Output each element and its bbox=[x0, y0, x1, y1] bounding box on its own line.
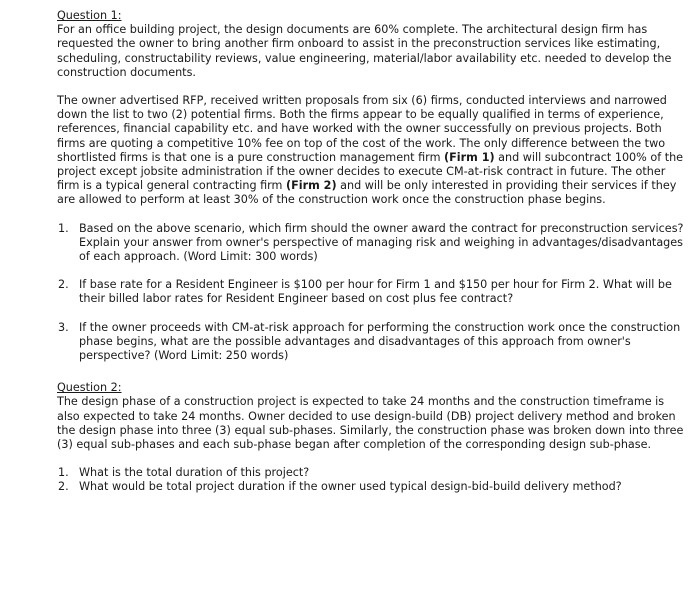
document-page bbox=[57, 9, 685, 495]
question-2-heading: Question 2: bbox=[57, 381, 122, 395]
question-2-section bbox=[57, 381, 685, 494]
question-1-subquestions bbox=[57, 222, 685, 364]
firm-2-label: (Firm 2) bbox=[286, 179, 337, 193]
firm-1-label: (Firm 1) bbox=[444, 150, 495, 164]
list-item-number: 2. bbox=[58, 278, 69, 292]
list-item-text: What is the total duration of this project? bbox=[79, 466, 310, 480]
list-item-number: 1. bbox=[58, 466, 69, 480]
list-item-number: 1. bbox=[58, 221, 69, 235]
list-item-number: 3. bbox=[58, 320, 69, 334]
list-item-text: If base rate for a Resident Engineer is $100 per hour for Firm 1 and $150 per hour for Firm 2. What will be their billed labor rates for Resident Engineer based on cost plus fee contract? bbox=[79, 278, 672, 306]
scenario-text-part-3: and will be only interested in providing their services if they are allowed to perform at least 30% of the construction work once the construction phase begins. bbox=[57, 179, 677, 207]
list-item bbox=[57, 278, 685, 306]
list-item bbox=[57, 321, 685, 364]
list-item bbox=[57, 480, 685, 494]
list-item-text: If the owner proceeds with CM-at-risk approach for performing the construction work once the construction phase begins, what are the possible advantages and disadvantages of this approach from owner's perspective? (Word Limit: 250 words) bbox=[79, 320, 681, 363]
question-1-section bbox=[57, 9, 685, 363]
scenario-text-part-2: and will subcontract 100% of the project except jobsite administration if the owner decides to execute CM-at-risk contract in future. The other firm is a typical general contracting firm bbox=[57, 150, 684, 193]
question-2-intro: The design phase of a construction project is expected to take 24 months and the construction timeframe is also expected to take 24 months. Owner decided to use design-build (DB) project delivery method and broken the design phase into three (3) equal sub-phases. Similarly, the construction phase was broken down into three (3) equal sub-phases and each sub-phase began after completion of the corresponding design sub-phase. bbox=[57, 395, 684, 452]
list-item bbox=[57, 466, 685, 480]
question-1-scenario bbox=[57, 94, 685, 208]
question-2-subquestions bbox=[57, 466, 685, 494]
scenario-text-part-1: The owner advertised RFP, received written proposals from six (6) firms, conducted interviews and narrowed down the list to two (2) potential firms. Both the firms appear to be equally qualified in terms of experience, references, financial capability etc. and have worked with the owner successfully on previous projects. Both firms are quoting a competitive 10% fee on top of the cost of the work. The only difference between the two shortlisted firms is that one is a pure construction management firm bbox=[57, 94, 667, 164]
question-1-intro: For an office building project, the design documents are 60% complete. The architectural design firm has requested the owner to bring another firm onboard to assist in the preconstruction services like estimating, scheduling, constructability reviews, value engineering, material/labor availability etc. needed to develop the construction documents. bbox=[57, 23, 672, 79]
question-1-heading: Question 1: bbox=[57, 9, 122, 22]
list-item bbox=[57, 222, 685, 265]
list-item-number: 2. bbox=[58, 480, 69, 494]
list-item-text: Based on the above scenario, which firm should the owner award the contract for preconstruction services? Explain your answer from owner's perspective of managing risk and weighing in advantages/disadvantages of each approach. (Word Limit: 300 words) bbox=[79, 221, 684, 264]
list-item-text: What would be total project duration if the owner used typical design-bid-build delivery method? bbox=[79, 480, 622, 494]
